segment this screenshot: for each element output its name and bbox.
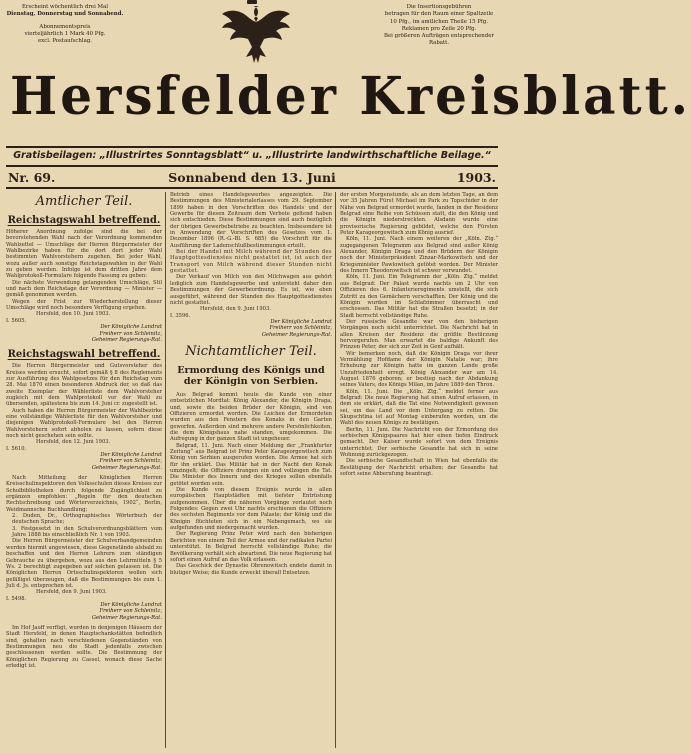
info-line: Die Insertionsgebühren [406, 4, 472, 10]
article-text: Die serbische Gesandtschaft in Wien hat ebenfalls die Bestätigung der Nachricht erhalten; der Gesandte hat sofort seine Abberufung beantragt. [340, 458, 498, 478]
info-line: Reklamen pro Zeile 20 Pfg. [401, 25, 477, 32]
signature-line: Der Königliche Landrat [100, 452, 162, 458]
article-text: Köln, 11. Juni. Die „Köln. Ztg.“ meldet ferner aus Belgrad: Die neue Regierung hat einen Aufruf erlassen, in dem sie erklärt, daß die Tat eine Notwendigkeit gewesen sei, um das Land vor dem Untergang zu retten. Die Skupschtina ist auf Montag einberufen worden, um die Wahl des neuen Königs zu bestätigen. [340, 388, 498, 427]
info-line: excl. Postaufschlag. [37, 38, 93, 45]
article-text: Betrieb eines Handelsgewerbes angezeigten. Die Bestimmungen des Ministerialerlasses vom 29. September 1899 haben in den Vorschriften des Handels und der Gewerbe für diesen Zeitraum dem Verbote geltend haben sich entschieden. Diese Bestimmungen sind auch bezüglich der übrigen Gewerbebetriebe zu beachten. Insbesondere ist in Anwendung der Vorschriften des Gesetzes vom 1. Dezember 1896 (R.-G.-Bl. S. 685) die Vorschrift für die Ausführung der Ladenschlußbestimmungen erteilt. [170, 192, 332, 249]
article-text: Das Geschick der Dynastie Obrenowitsch endete damit in blutiger Weise; die Kunde erweckt überall Entsetzen. [170, 563, 332, 576]
info-line: 10 Pfg., im amtlichen Theile 15 Pfg. [389, 18, 489, 25]
article-text: Auch haben die Herren Bürgermeister der Wahlbezirke eine vollständige Wählerliste für den Wahlvorsteher und diejenigen Wahlprotokoll-Formulare bei den Herren Wahlvorstehern sofort abholen zu lassen, sofern diese noch nicht geschehen sein sollte. [6, 407, 162, 439]
column-divider [165, 192, 166, 748]
signature-line: Freiherr von Schleinitz, [99, 330, 162, 337]
section-heading: Nichtamtlicher Teil. [185, 343, 317, 359]
advertising-rates-box [380, 4, 498, 48]
article-text: Köln, 11. Juni. Ein Telegramm der „Köln. Ztg.“ meldet aus Belgrad: Der Palast wurde nachts um 2 Uhr von Offizieren des 6. Infanterieregiments umstellt, die sich Zutritt zu den Gemächern verschafften. Der König und die Königin wurden im Schlafzimmer überrascht und erschossen. Das Militär hat die Straßen besetzt; in der Stadt herrscht vollständige Ruhe. [340, 274, 498, 319]
column-1 [6, 192, 162, 752]
article-text: Köln, 11. Juni. Nach einem weiteren der „Köln. Ztg.“ zugegangenen Telegramm aus Belgrad sind außer König Alexander, Königin Draga und den Brüdern der Königin noch der Ministerpräsident Zinzar-Markowitsch und der Kriegsminister Pawlowitsch getötet worden. Der Minister des Innern Theodorowitsch ist schwer verwundet. [340, 236, 498, 275]
signature-line: Geheimer Regierungs-Rat. [91, 614, 162, 621]
column-3 [340, 192, 498, 752]
info-line: vierteljährlich 1 Mark 40 Pfg. [24, 30, 106, 37]
article-text: Bei der Handel mit Milch während der Stunden des Hauptgottesdienstes nicht gestattet ist, ist auch der Transport von Milch während dieser Stunden nicht gestattet. [170, 249, 332, 275]
article-heading: Reichstagswahl betreffend. [7, 215, 161, 226]
article-date: Hersfeld, den 9. Juni 1903. [200, 306, 271, 313]
article-text: Im Hof Jauff verfügt, wurden in denjenigen Häusern der Stadt Hersfeld, in denen Hauptschankstätten befindlich sind, gehalten nach verschiedenen Gegenständen von Bestimmungen neu die Stadt jedenfalls zwischen geschlossenen werden sollte. Die Bestimmung der Königlichen Regierung zu Cassel, wonach diese Sache erledigt ist. [6, 624, 162, 669]
divider [6, 187, 498, 189]
article-text: Die Herren Bürgermeister der Schulverbandgemeinden werden hiermit angewiesen, diese Gegenstände alsbald zu beschaffen und den Herren Lehrern zum ständigen Gebrauche zu übergeben, wozu aus den Lehrmitteln § 5 Ws. 2 berechtigt zugegeben auf solchen gelassen ist. Die Königlichen Herren Ortsschulinspektoren wollen sich gefälligst überzeugen, daß die Bestimmungen bis zum 1. Juli d. Js. entsprochen ist. [6, 538, 162, 589]
section-heading: Amtlicher Teil. [35, 194, 133, 209]
article-text: Höherer Anordnung zufolge sind die bei der bevorstehenden Wahl nach der Verordnung kommenden Wahlzettel — Umschläge der Herren Bürgermeister der Wahlbezirke haben für die dort dort jeder Wahl bestimmten Wahlvorstehern zugehen. Bei jeder Wahl, wozu außer auch sonstige Reichstagswahlen in der Wahl zu geben werden. Infolge ist dem dritten Jahre dem Wahlprotokoll-Formulare folgende Fassung zu geben: [6, 229, 162, 280]
newspaper-title: Hersfelder Kreisblatt. [10, 64, 691, 127]
info-line: Dienstag, Donnerstag und Sonnabend. [6, 11, 124, 18]
signature-line: Der Königliche Landrat [100, 601, 162, 608]
supplements-line: Gratisbeilagen: „Illustrirtes Sonntagsblatt“ u. „Illustrirte landwirthschaftliche Beilage.“ [13, 150, 491, 161]
article-text: der ersten Morgenstunde, als an dem letzten Tage, an dem vor 35 Jahren Fürst Michael im Park zu Topschider in der Nähe von Belgrad ermordet wurde, fanden in der Residenz Belgrad eine Reihe von Schüssen statt, die den König und die Königin niederstreckten. Alsdann wurde eine provisorische Regierung gebildet, welche den Fürsten Peter Karageorgewitsch zum König ausrief. [340, 192, 498, 237]
divider [6, 146, 498, 148]
column-2 [170, 192, 332, 752]
subscription-info-box [6, 4, 124, 45]
eagle-emblem-icon [206, 0, 298, 66]
article-text: Aus Belgrad kommt heute die Kunde von einer entsetzlichen Mordtat: König Alexander, die Königin Draga, und, sowie die beiden Brüder der Königin, sind von Offizieren ermordet worden. Die Leichen der Ermordeten wurden aus den Fenstern des Konaks in den Garten geworfen. Außerdem sind mehrere andere Persönlichkeiten, die dem Königshaus nahe standen, umgekommen. Die Aufregung in der ganzen Stadt ist ungeheuer. [170, 391, 332, 443]
article-text: 3. Festgesetzt in den Schulverordnungsblättern vom Jahre 1888 bis einschließlich Nr. 1 von 1903. [12, 525, 162, 539]
signature-line: Der Königliche Landrat [100, 324, 162, 331]
article-text: Nach Mitteilung der Königlichen Herren Kreisschulinspektoren den Volksschulen dieses Kreises zur Schulbibliotheken durch folgende Zugänglichkeit zu ergänzen empfohlen: „Regeln für den deutschen Rechtschreibung und Wörterverzeichnis, 1902“, Berlin, Weidmannsche Buchhandlung; [6, 475, 162, 513]
article-text: Der Verkauf von Milch von den Milchwagen aus gehört lediglich zum Handelsgewerbe und untersteht daher den Bestimmungen der Gewerbeordnung. Es ist, wie eben ausgeführt, während der Stunden des Hauptgottesdienstes nicht gestattet. [170, 274, 332, 306]
signature-line: Der Königliche Landrat [270, 318, 332, 325]
article-text: Wegen der Frist zur Wiederherstellung dieser Umschläge wird noch besondere Verfügung ergehen. [6, 298, 162, 312]
info-line: Bei größeren Aufträgen entsprechender [384, 33, 494, 40]
article-date: Hersfeld, den 10. Juni 1903. [36, 311, 111, 318]
article-reference: I. 5605. [6, 317, 27, 324]
article-text: Die nächste Verwendung gelangenden Umschläge, Stil und nach dem Reichstage der Verordnung — Minister — gemäß genommen werden. [6, 279, 162, 299]
issue-year: 1903. [456, 170, 496, 185]
dateline [6, 170, 498, 186]
signature-line: Freiherr von Schleinitz, [99, 608, 162, 615]
signature-line: Geheimer Regierungs-Rat. [91, 464, 162, 471]
article-reference: I. 3596. [170, 312, 191, 319]
info-line: Erscheint wöchentlich drei Mal [22, 4, 108, 10]
issue-number: Nr. 69. [8, 170, 56, 185]
issue-date: Sonnabend den 13. Juni [168, 170, 336, 185]
divider [6, 165, 498, 167]
article-text: Wir bemerken noch, daß die Königin Draga vor ihrer Vermählung Hofdame der Königin Natalie war; ihre Erhebung zur Königin hatte im ganzen Lande große Unzufriedenheit erregt. König Alexander war am 14. August 1876 geboren; er bestieg nach der Abdankung seines Vaters, des Königs Milan, im Jahre 1889 den Thron. [340, 350, 498, 389]
article-reference: I. 5610. [6, 445, 27, 452]
article-text: Der Regierung Prinz Peter wird nach den bisherigen Berichten von einem Teil der Armee und der radikalen Partei unterstützt. In Belgrad herrscht vollständige Ruhe; die Bevölkerung verhält sich abwartend. Die neue Regierung hat sofort einen Aufruf an das Volk erlassen. [170, 531, 332, 563]
info-line: Rabatt. [428, 40, 450, 47]
article-text: Die Herren Bürgermeister und Gutsvorsteher des Kreises werden ersucht, sofort gemäß § 8 des Reglements zur Ausführung des Wahlgesetzes für den Reichstag vom 28. Mai 1870 einen besonderen Abdruck der, so daß das zweite Exemplar der Wählerliste dem Wahlvorsteher zugleich mit dem Wahlprotokoll vor der Wahl zu übersenden, spätestens bis zum 14. Juni cr. zugestellt ist. [6, 363, 162, 408]
article-text: Die Kunde von diesem Ereignis wurde in allen europäischen Hauptstädten mit tiefster Entrüstung aufgenommen. Über die näheren Vorgänge verlautet noch Folgendes: Gegen zwei Uhr nachts erschienen die Offiziere des sechsten Regiments vor dem Palaste; der König und die Königin flüchteten sich in ein Nebengemach, wo sie aufgefunden und niedergemacht wurden. [170, 487, 332, 532]
signature-line: Geheimer Regierungs-Rat. [91, 336, 162, 343]
article-reference: I. 5498. [6, 595, 27, 602]
article-date: Hersfeld, den 9. Juni 1903. [36, 589, 107, 596]
info-line: Abonnementspreis [39, 23, 91, 30]
signature-line: Freiherr von Schleinitz, [269, 325, 332, 332]
signature-line: Geheimer Regierungs-Rat. [261, 331, 332, 338]
article-heading: Reichstagswahl betreffend. [7, 349, 161, 361]
article-heading: Ermordung des Königs und der Königin von Serbien. [177, 364, 325, 388]
info-line: betragen für den Raum einer Spaltzeile [384, 11, 494, 18]
article-date: Hersfeld, den 12. Juni 1903. [36, 439, 111, 446]
article-text: Der russische Gesandte war von den bisherigen Vorgängen noch nicht unterrichtet. Die Nachricht hat in allen Kreisen der Residenz die größte Bestürzung hervorgerufen. Man erwartet die baldige Ankunft des Prinzen Peter, der sich zur Zeit in Genf aufhält. [340, 318, 498, 351]
signature-line: Freiherr von Schleinitz, [99, 458, 162, 465]
article-text: 2. Duden, Dr., Orthographisches Wörterbuch der deutschen Sprache; [12, 513, 162, 526]
column-divider [335, 192, 336, 748]
article-text: Belgrad, 11. Juni. Nach einer Meldung der „Frankfurter Zeitung“ aus Belgrad ist Prinz Peter Karageorgewitsch zum König von Serbien ausgerufen worden. Die Armee hat sich für ihn erklärt. Das Militär hat in der Nacht den Konak umzingelt; die Offiziere drangen ein und vollzogen die Tat. Die Minister des Innern und des Krieges sollen ebenfalls getötet worden sein. [170, 442, 332, 487]
article-text: Berlin, 11. Juni. Die Nachricht von der Ermordung des serbischen Königspaares hat hier einen tiefen Eindruck gemacht. Der Kaiser wurde sofort von dem Ereignis unterrichtet. Der serbische Gesandte hat sich in seine Wohnung zurückgezogen. [340, 426, 498, 459]
